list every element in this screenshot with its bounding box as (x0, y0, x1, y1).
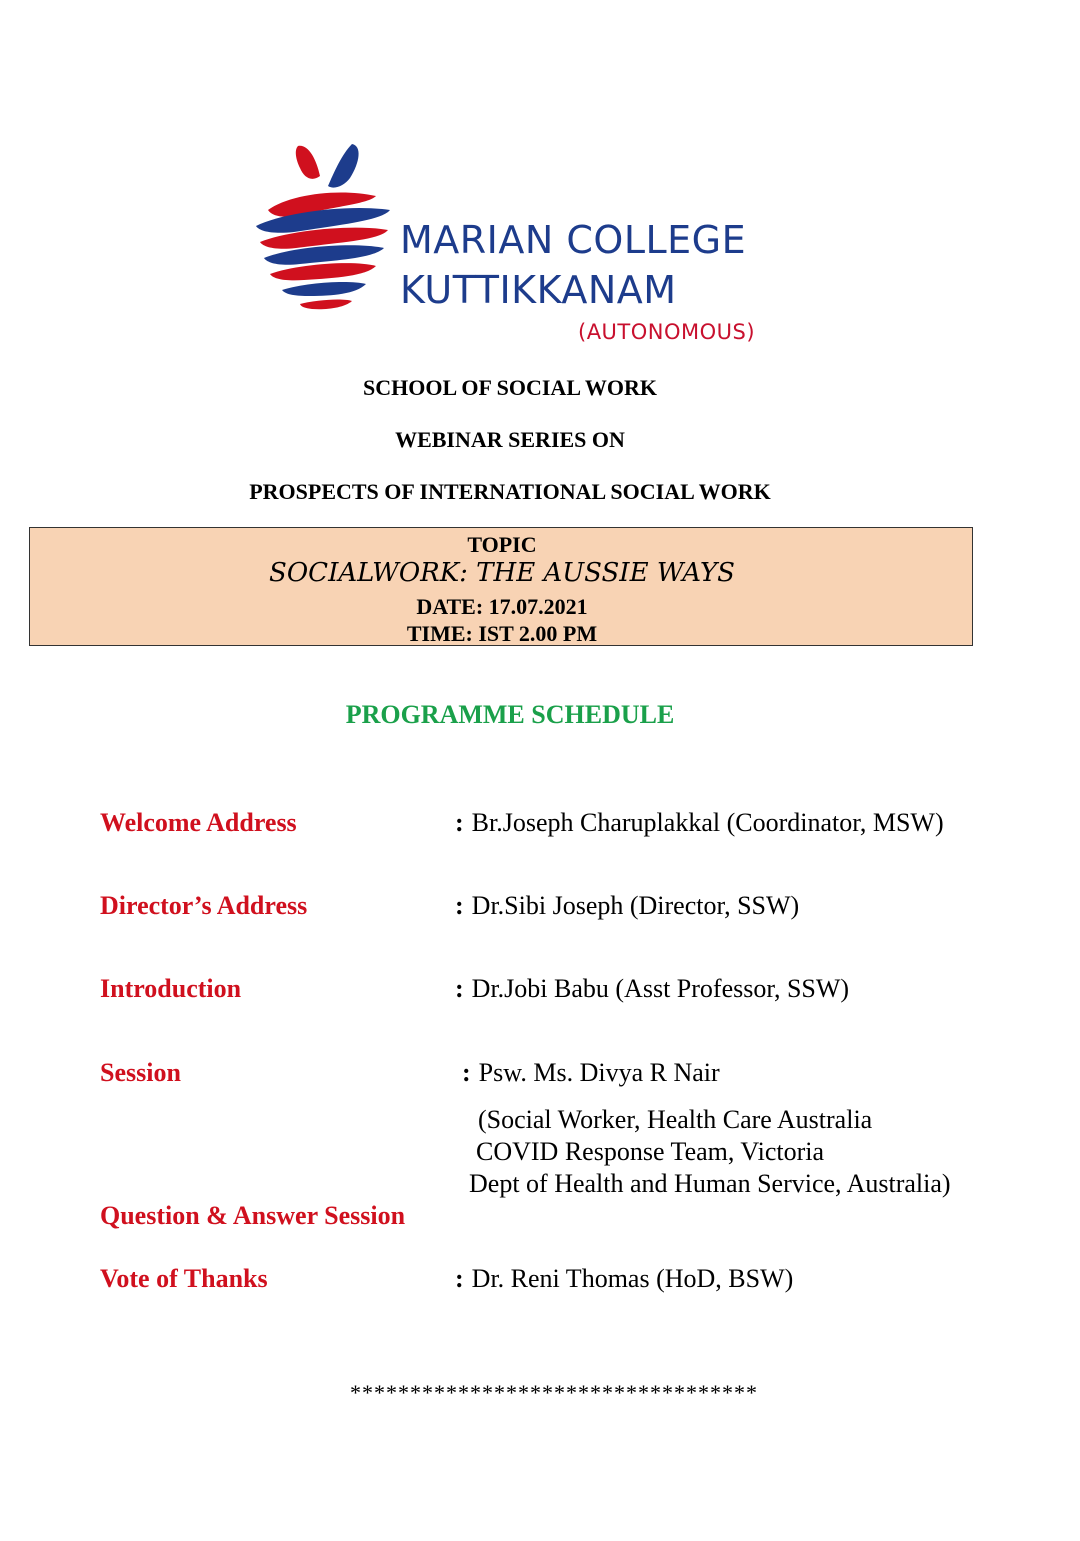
event-time: TIME: IST 2.00 PM (406, 621, 598, 646)
schedule-item-person: Dr. Reni Thomas (HoD, BSW) (471, 1264, 794, 1293)
schedule-item-value: : Psw. Ms. Divya R Nair (462, 1058, 720, 1087)
series-title: WEBINAR SERIES ON (395, 427, 625, 452)
school-name: SCHOOL OF SOCIAL WORK (362, 375, 657, 400)
logo-college-name: MARIAN COLLEGE (400, 218, 747, 262)
logo-college-location: KUTTIKKANAM (400, 268, 677, 312)
schedule-item-label: Welcome Address (100, 808, 297, 837)
schedule-item-label: Vote of Thanks (100, 1264, 268, 1293)
series-theme: PROSPECTS OF INTERNATIONAL SOCIAL WORK (249, 479, 771, 504)
topic-title: SOCIALWORK: THE AUSSIE WAYS (269, 558, 735, 588)
schedule-item-label: Introduction (100, 974, 242, 1003)
topic-label: TOPIC (467, 532, 537, 557)
schedule-item-value: : Br.Joseph Charuplakkal (Coordinator, MSW) (455, 808, 944, 837)
college-logo (250, 138, 780, 353)
event-date: DATE: 17.07.2021 (416, 594, 588, 619)
speaker-detail-line: COVID Response Team, Victoria (476, 1137, 825, 1166)
schedule-item-value: : Dr.Jobi Babu (Asst Professor, SSW) (455, 974, 850, 1003)
schedule-item-person: Psw. Ms. Divya R Nair (478, 1058, 720, 1087)
schedule-item-person: Dr.Jobi Babu (Asst Professor, SSW) (471, 974, 850, 1003)
topic-box (29, 527, 973, 646)
speaker-detail-line: Dept of Health and Human Service, Australia) (469, 1169, 951, 1198)
schedule-heading: PROGRAMME SCHEDULE (345, 700, 675, 729)
schedule-item-person: Dr.Sibi Joseph (Director, SSW) (471, 891, 800, 920)
schedule-item-label: Director’s Address (100, 891, 308, 920)
hands-emblem-icon (250, 138, 400, 313)
schedule-item-value: : Dr.Sibi Joseph (Director, SSW) (455, 891, 800, 920)
schedule-item-label: Session (100, 1058, 181, 1087)
logo-autonomous-label: (AUTONOMOUS) (578, 320, 756, 344)
footer-divider: ********************************** (350, 1380, 758, 1405)
schedule-item-value: : Dr. Reni Thomas (HoD, BSW) (455, 1264, 794, 1293)
speaker-detail-line: (Social Worker, Health Care Australia (478, 1105, 873, 1134)
schedule-item-person: Br.Joseph Charuplakkal (Coordinator, MSW) (471, 808, 944, 837)
schedule-item-label: Question & Answer Session (100, 1201, 406, 1230)
